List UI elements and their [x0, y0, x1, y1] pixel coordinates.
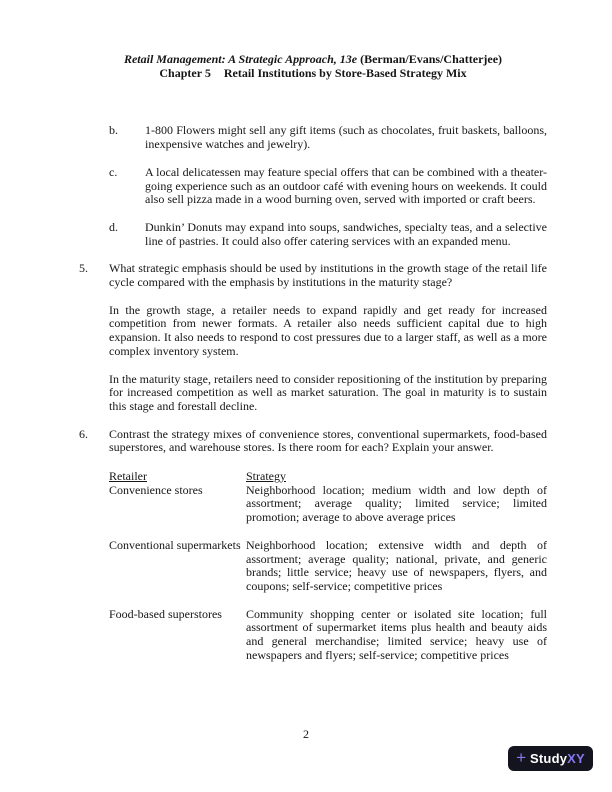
answer-paragraph: In the maturity stage, retailers need to consider repositioning of the institution by preparing for increased competition as well as market saturation. The goal in maturity is to sustain this stage and forestall decline. [109, 371, 547, 413]
studyxy-watermark [508, 746, 593, 771]
question-item-6 [79, 428, 547, 663]
doc-title-line [79, 53, 547, 67]
page-number: 2 [303, 727, 309, 741]
table-header-row [109, 470, 547, 484]
question-text: Contrast the strategy mixes of convenience stores, conventional supermarkets, food-based superstores, and warehouse stores. Is there room for each? Explain your answer. [109, 426, 547, 455]
item-marker: d. [109, 219, 118, 234]
answer-item-d [109, 221, 547, 248]
doc-title: Retail Management: A Strategic Approach, 13e [123, 52, 358, 66]
brand-xy: XY [567, 750, 585, 766]
brand-study: Study [530, 750, 568, 766]
table-row [109, 484, 547, 525]
strategy-cell: Neighborhood location; extensive width and depth of assortment; average quality; national, private, and generic brands; little service; heavy use of newspapers, flyers, and coupons; self-service; competitive prices [246, 537, 547, 593]
question-number: 6. [79, 426, 88, 441]
question-body [109, 428, 547, 663]
chapter-title: Retail Institutions by Store-Based Strategy Mix [223, 65, 467, 80]
answer-item-b [109, 124, 547, 151]
question-item-5 [79, 262, 547, 413]
table-row [109, 608, 547, 663]
plus-icon: + [516, 748, 527, 767]
question-number: 5. [79, 261, 88, 276]
column-header-retailer: Retailer [109, 469, 147, 484]
strategy-cell: Neighborhood location; medium width and low depth of assortment; average quality; limited service; limited promotion; average to above average prices [246, 482, 547, 525]
answer-paragraph: In the growth stage, a retailer needs to expand rapidly and get ready for increased competition from newer formats. A retailer also needs sufficient capital due to high expansion. It also needs to respond to cost pressures due to a larger staff, as well as a more complex inventory system. [109, 302, 547, 358]
question-text: What strategic emphasis should be used by institutions in the growth stage of the retail life cycle compared with the emphasis by institutions in the maturity stage? [109, 261, 547, 290]
question-body [109, 262, 547, 413]
doc-header [79, 53, 547, 80]
item-text: Dunkin’ Donuts may expand into soups, sandwiches, specialty teas, and a selective line of pastries. It could also offer catering services with an expanded menu. [145, 219, 547, 248]
retailer-cell: Convenience stores [109, 482, 203, 497]
strategy-cell: Community shopping center or isolated site location; full assortment of supermarket items plus health and beauty aids and general merchandise; limited service; heavy use of newspapers and flyers; self-service; competitive prices [246, 606, 547, 662]
retailer-cell: Conventional supermarkets [109, 537, 241, 552]
item-text: A local delicatessen may feature special offers that can be combined with a theater-going experience such as an outdoor café with evening hours on weekends. It could also sell pizza made in a wood burning oven, served with imported or craft beers. [145, 164, 547, 207]
item-text: 1-800 Flowers might sell any gift items (such as chocolates, fruit baskets, balloons, inexpensive watches and jewelry). [145, 123, 547, 152]
doc-title-authors: (Berman/Evans/Chatterjee) [357, 52, 503, 66]
answer-item-c [109, 166, 547, 207]
chapter-heading [79, 67, 547, 81]
column-header-strategy: Strategy [246, 469, 286, 484]
item-marker: c. [109, 164, 118, 179]
item-marker: b. [109, 123, 118, 138]
table-row [109, 539, 547, 594]
retailer-strategy-table [109, 470, 547, 662]
retailer-cell: Food-based superstores [109, 606, 222, 621]
chapter-label: Chapter 5 [159, 65, 211, 80]
page-content [79, 53, 547, 663]
